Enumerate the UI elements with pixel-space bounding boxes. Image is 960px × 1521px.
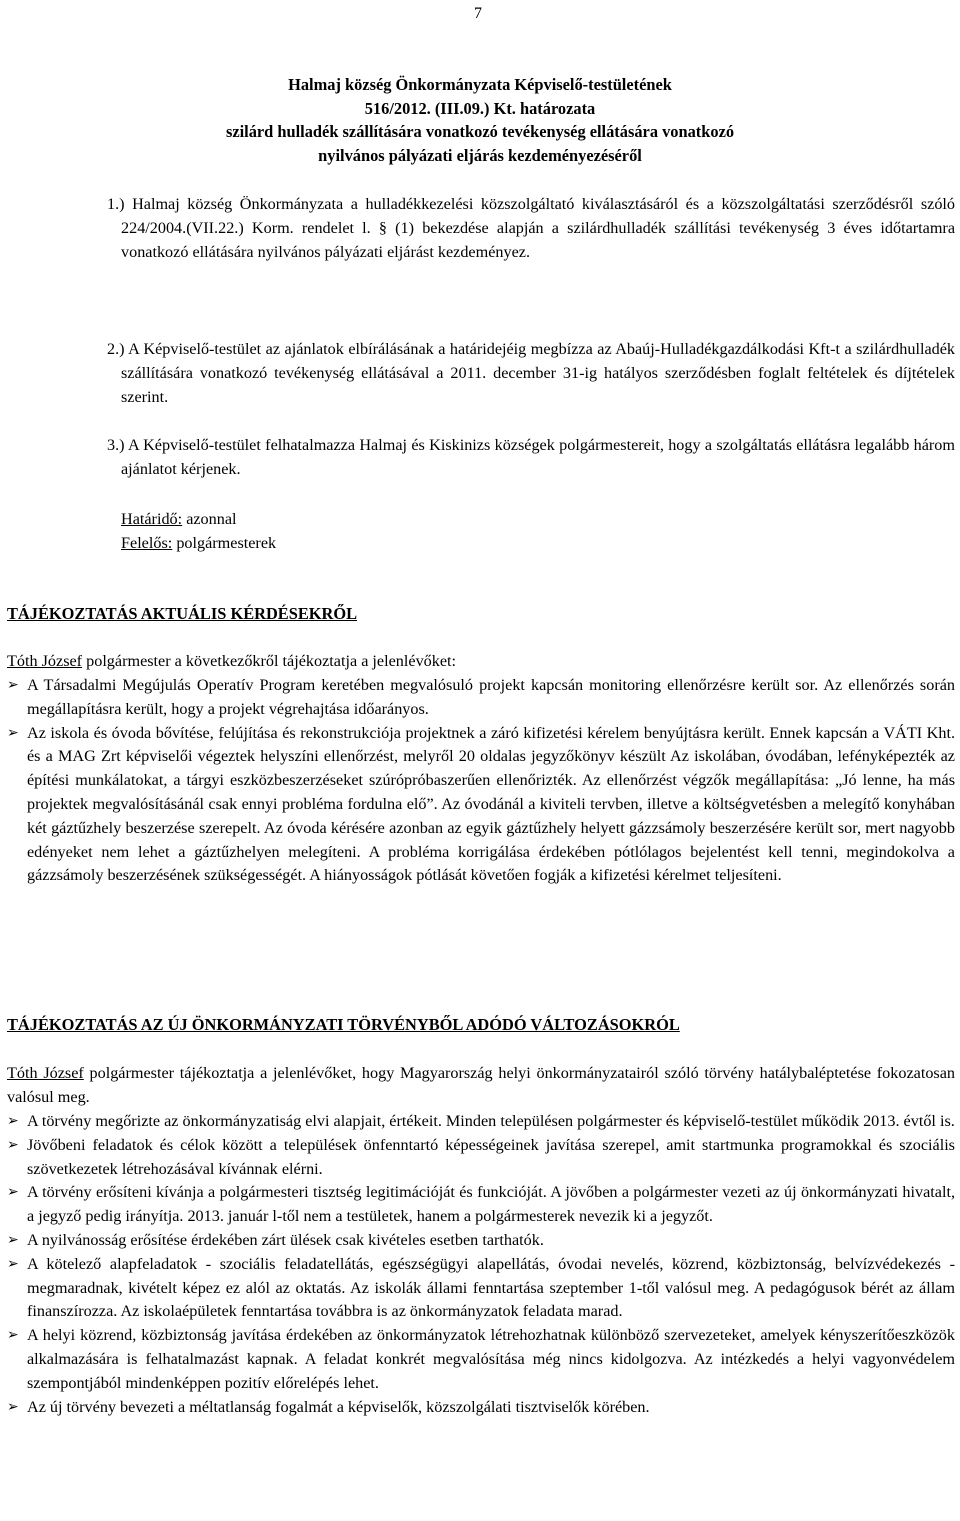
list-item	[7, 722, 955, 889]
speaker-name: Tóth József	[7, 1064, 84, 1082]
list-item	[7, 1396, 955, 1420]
arrowhead-bullet-icon: ➢	[7, 1137, 19, 1153]
arrowhead-bullet-icon: ➢	[7, 1328, 19, 1344]
list-item-text: A nyilvánosság erősítése érdekében zárt ülések csak kivételes esetben tarthatók.	[27, 1230, 544, 1249]
responsible-line	[121, 532, 276, 556]
list-item-text: A kötelező alapfeladatok - szociális feladatellátás, egészségügyi alapellátás, óvodai nevelés, közrend, közbiztonság, belvízvédekezés - megmaradnak, kivételt képez ez alól az oktatás. Az iskolák állami fenntartása szeptember 1-től valósul meg. A pedagógusok bérét az állam finanszírozza. Az iskolaépületek fenntartása továbbra is az önkormányzatok feladata marad.	[27, 1254, 955, 1321]
arrowhead-bullet-icon: ➢	[7, 725, 19, 741]
responsible-value: polgármesterek	[172, 534, 277, 552]
page-number: 7	[474, 5, 482, 22]
section2-intro	[7, 1062, 955, 1110]
decision-item-3: 3.) A Képviselő-testület felhatalmazza Halmaj és Kiskinizs községek polgármestereit, hogy a szolgáltatás ellátásra legalább három ajánlatot kérjenek.	[107, 436, 955, 478]
list-item-text: A törvény erősíteni kívánja a polgármesteri tisztség legitimációját és funkcióját. A jövőben a polgármester vezeti az új önkormányzati hivatalt, a jegyző pedig irányítja. 2013. január l-től nem a testületek, hanem a polgármesterek nevezik ki a jegyzőt.	[27, 1183, 955, 1226]
list-item-text: A Társadalmi Megújulás Operatív Program keretében megvalósuló projekt kapcsán monitoring ellenőrzésre került sor. Az ellenőrzés során megállapításra került, hogy a projekt végrehajtása időarányos.	[27, 676, 955, 718]
list-item-text: A törvény megőrizte az önkormányzatiság elvi alapjait, értékeit. Minden településen polgármester és képviselő-testület működik 2013. évtől is.	[27, 1112, 955, 1130]
arrowhead-bullet-icon: ➢	[7, 1185, 19, 1201]
list-item	[7, 1181, 955, 1229]
section-heading-new-law: TÁJÉKOZTATÁS AZ ÚJ ÖNKORMÁNYZATI TÖRVÉNYBŐL ADÓDÓ VÁLTOZÁSOKRÓL	[7, 1015, 680, 1034]
deadline-label: Határidő:	[121, 510, 183, 528]
section2-bullet-list	[7, 1110, 955, 1419]
decision-item-2: 2.) A Képviselő-testület az ajánlatok elbírálásának a határidejéig megbízza az Abaúj-Hulladékgazdálkodási Kft-t a szilárdhulladék szállítására vonatkozó tevékenység ellátásával a 2011. december 31-ig hatályos szerződésben foglalt feltételek és díjtételek szerint.	[107, 340, 955, 406]
decision-item-1: 1.) Halmaj község Önkormányzata a hulladékkezelési közszolgáltató kiválasztásáról és a közszolgáltatási szerződésről szóló 224/2004.(VII.22.) Korm. rendelet l. § (1) bekezdése alapján a szilárdhulladék szállítási tevékenység 3 éves időtartamra vonatkozó ellátására nyilvános pályázati eljárást kezdeményez.	[107, 195, 955, 261]
resolution-title	[0, 73, 960, 167]
section1-bullet-list	[7, 674, 955, 888]
title-line-4: nyilvános pályázati eljárás kezdeményezéséről	[318, 145, 642, 165]
section2-intro-text: polgármester tájékoztatja a jelenlévőket, hogy Magyarország helyi önkormányzatairól szóló törvény hatálybaléptetése fokozatosan valósul meg.	[7, 1064, 956, 1106]
title-line-2: 516/2012. (III.09.) Kt. határozata	[364, 98, 596, 118]
section1-intro-text: polgármester a következőkről tájékoztatja a jelenlévőket:	[82, 652, 457, 670]
deadline-line	[121, 508, 237, 532]
arrowhead-bullet-icon: ➢	[7, 1256, 19, 1272]
list-item	[7, 1253, 955, 1324]
list-item-text: Az iskola és óvoda bővítése, felújítása és rekonstrukciója projektnek a záró kifizetési kérelem benyújtásra került. Ennek kapcsán a VÁTI Kht. és a MAG Zrt képviselői végeztek helyszíni ellenőrzést, melyről 20 oldalas jegyzőkönyv készült Az iskolában, óvodában, lefényképezték az építési munkálatokat, a tárgyi eszközbeszerzéseket szúrópróbaszerűen ellenőrizték. Az ellenőrzést végzők megállapítása: „Jó lenne, ha más projektek megvalósításánál csak ennyi probléma fordulna elő”. Az óvodánál a kiviteli tervben, illetve a költségvetésben a melegítő konyhában két gáztűzhely beszerzése szerepelt. Az óvoda kérésére azonban az egyik gáztűzhely helyett gázzsámoly beszerzésére került sor, mert nagyobb edényeket nem lehet a gáztűzhelyen melegíteni. A probléma korrigálása érdekében pótlólagos bejelentést kell tenni, megindokolva a gázzsámoly beszerzésének szükségességét. A hiányosságok pótlását követően fogják a kifizetési kérelmet teljesíteni.	[27, 723, 955, 885]
list-item	[7, 1229, 955, 1253]
section1-intro	[7, 650, 955, 674]
speaker-name: Tóth József	[7, 652, 83, 670]
list-item	[7, 674, 955, 722]
list-item	[7, 1110, 955, 1134]
arrowhead-bullet-icon: ➢	[7, 1399, 19, 1415]
list-item-text: Jövőbeni feladatok és célok között a települések önfenntartó képességeinek javítása szerepel, amit startmunka programokkal és szociális szövetkezetek létrehozásával kívánnak elérni.	[27, 1135, 955, 1178]
list-item-text: A helyi közrend, közbiztonság javítása érdekében az önkormányzatok létrehozhatnak különböző szervezeteket, amelyek kényszerítőeszközök alkalmazására is felhatalmazást kapnak. A feladat konkrét megvalósítása még nincs kidolgozva. Az intézkedés a helyi vagyonvédelem szempontjából mindenképpen pozitív előrelépés lehet.	[27, 1326, 955, 1392]
list-item-text: Az új törvény bevezeti a méltatlanság fogalmát a képviselők, közszolgálati tisztviselők körében.	[27, 1397, 650, 1416]
list-item	[7, 1134, 955, 1182]
title-line-1: Halmaj község Önkormányzata Képviselő-testületének	[288, 75, 672, 94]
title-line-3: szilárd hulladék szállítására vonatkozó tevékenység ellátására vonatkozó	[225, 122, 735, 141]
section-heading-current-issues: TÁJÉKOZTATÁS AKTUÁLIS KÉRDÉSEKRŐL	[7, 604, 358, 623]
arrowhead-bullet-icon: ➢	[7, 1232, 19, 1248]
arrowhead-bullet-icon: ➢	[7, 678, 19, 693]
arrowhead-bullet-icon: ➢	[7, 1114, 19, 1129]
responsible-label: Felelős:	[121, 534, 173, 552]
deadline-value: azonnal	[182, 510, 237, 528]
list-item	[7, 1324, 955, 1395]
